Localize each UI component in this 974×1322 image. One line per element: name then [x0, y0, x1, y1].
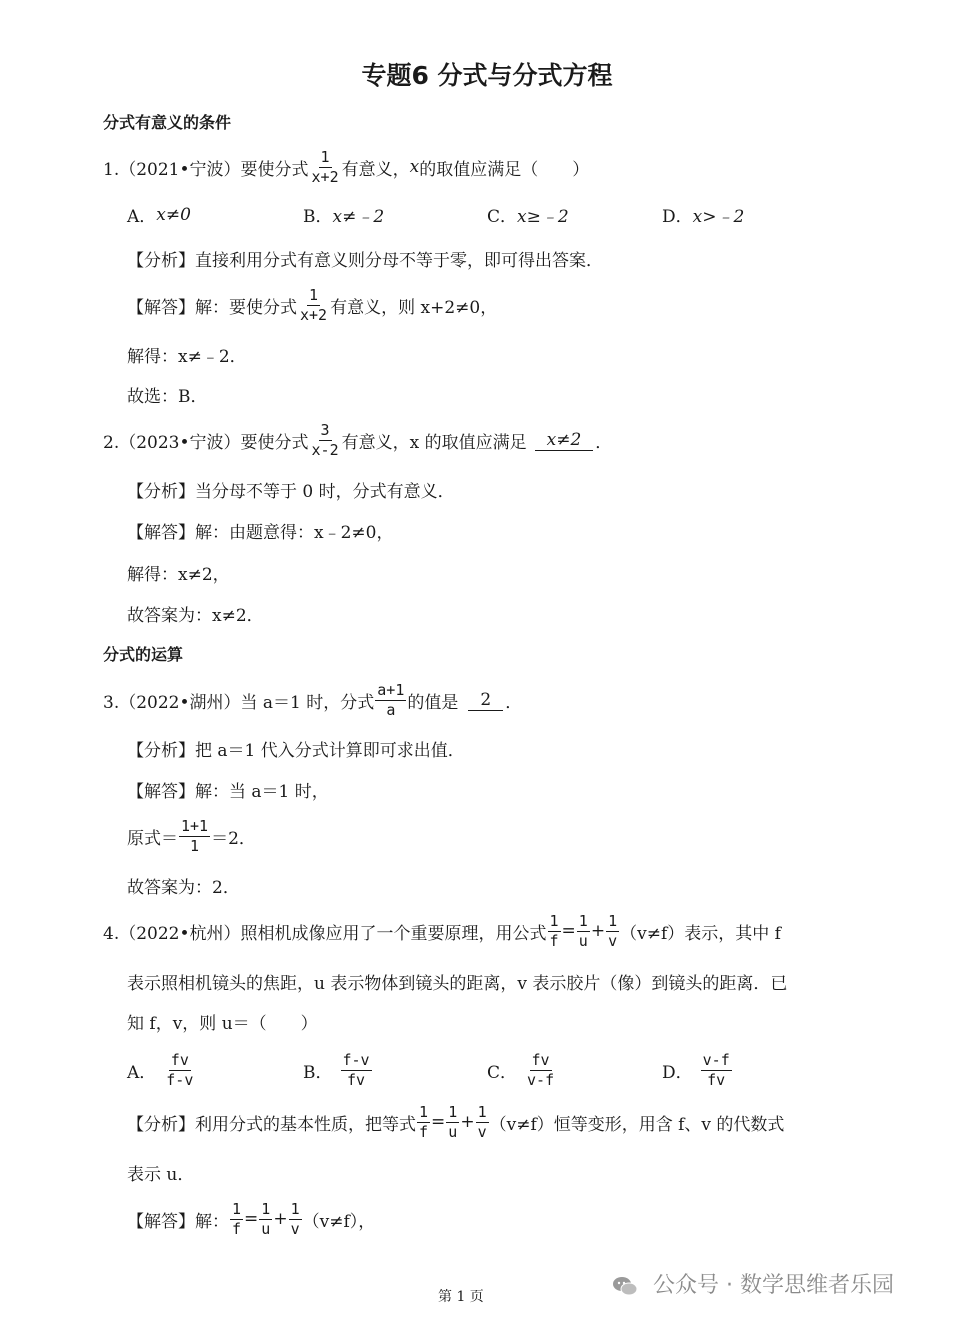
- q4-option-b-fraction: [341, 1052, 372, 1089]
- q3-solution: 【解答】解：当 a＝1 时，: [127, 781, 329, 802]
- q4-analysis-frac-f-den: f: [419, 1122, 429, 1141]
- q4-formula-frac-v: [606, 913, 619, 950]
- q1-option-c-text: x≥﹣2: [517, 207, 569, 227]
- q3-answer-blank: 2: [468, 690, 503, 711]
- q4-stem-pre: 4.（2022•杭州）照相机成像应用了一个重要原理，用公式: [103, 923, 547, 944]
- q3-fraction-den: a: [386, 700, 396, 719]
- q4-solution-frac-f-num: 1: [232, 1199, 242, 1218]
- q1-option-b-text: x≠﹣2: [332, 207, 385, 227]
- q4-option-c: [487, 1052, 557, 1089]
- q1-fraction-den: x+2: [311, 167, 339, 186]
- q2-stem-end: ．: [595, 432, 613, 453]
- q4-option-a-label: A．: [127, 1063, 157, 1083]
- q4-option-c-num: fv: [531, 1051, 550, 1069]
- q4-analysis-frac-f: [417, 1104, 430, 1141]
- q1-option-c-label: C．: [487, 207, 518, 227]
- q2-step-2: 故答案为：x≠2．: [127, 605, 264, 626]
- q4-solution-frac-u: [259, 1201, 272, 1238]
- q4-analysis-frac-u-den: u: [448, 1122, 458, 1141]
- q4-formula-frac-u-num: 1: [578, 911, 588, 930]
- q3-calculation: [127, 816, 256, 855]
- q2-fraction: [310, 422, 341, 459]
- q4-option-d: [662, 1052, 733, 1089]
- q2-analysis: 【分析】当分母不等于 0 时，分式有意义．: [127, 481, 455, 502]
- q1-solution-fraction: [298, 287, 329, 324]
- q3-fraction: [375, 682, 406, 719]
- q4-option-c-den: v-f: [527, 1071, 555, 1089]
- q2-fraction-den: x-2: [311, 440, 339, 459]
- q1-stem-post: 有意义，: [341, 159, 410, 180]
- q4-option-d-fraction: [701, 1052, 732, 1089]
- q1-stem-post2: 的取值应满足（ ）: [419, 159, 590, 180]
- q1-var: x: [409, 157, 420, 177]
- q4-solution: [127, 1199, 376, 1238]
- q4-analysis-pre: 【分析】利用分式的基本性质，把等式: [127, 1114, 416, 1135]
- q3-calc-post: ＝2．: [211, 828, 256, 849]
- q4-analysis-frac-u-num: 1: [448, 1102, 458, 1121]
- q4-analysis-eq: =: [431, 1112, 446, 1132]
- q4-formula-frac-f-num: 1: [549, 911, 559, 930]
- q4-option-d-num: v-f: [702, 1051, 730, 1069]
- q1-option-d-label: D．: [662, 207, 693, 227]
- q4-solution-frac-f-den: f: [232, 1219, 242, 1238]
- q4-formula-frac-v-num: 1: [608, 911, 618, 930]
- q4-option-a-num: fv: [170, 1051, 189, 1069]
- q4-solution-frac-v-den: v: [290, 1219, 300, 1238]
- q4-option-a-den: f-v: [166, 1071, 194, 1089]
- q4-solution-frac-f: [230, 1201, 243, 1238]
- q4-stem-line-2: 表示照相机镜头的焦距，u 表示物体到镜头的距离，v 表示胶片（像）到镜头的距离．已: [127, 973, 788, 994]
- q4-analysis: [127, 1102, 785, 1141]
- q3-calc-fraction-num: 1+1: [181, 816, 209, 835]
- question-2-stem: [103, 420, 613, 459]
- q2-step-1: 解得：x≠2，: [127, 564, 230, 585]
- q3-stem-post: 的值是: [407, 692, 459, 713]
- page-title: 专题6 分式与分式方程: [361, 61, 613, 90]
- q4-solution-pre: 【解答】解：: [127, 1211, 229, 1232]
- q4-option-b-den: fv: [347, 1071, 366, 1089]
- q2-answer-blank: x≠2: [535, 430, 594, 451]
- q4-analysis-post: （v≠f）恒等变形，用含 f、v 的代数式: [489, 1114, 785, 1135]
- q2-fraction-num: 3: [320, 420, 330, 439]
- page-number: 第 1 页: [438, 1289, 484, 1305]
- question-4-stem: [103, 911, 781, 950]
- q3-analysis: 【分析】把 a＝1 代入分式计算即可求出值．: [127, 740, 465, 761]
- watermark: [612, 1268, 894, 1299]
- q2-stem-post: 有意义，x 的取值应满足: [341, 432, 527, 453]
- section-heading-meaningful: 分式有意义的条件: [103, 112, 232, 132]
- q4-solution-frac-u-den: u: [261, 1219, 271, 1238]
- q4-formula-frac-f: [548, 913, 561, 950]
- q3-calc-fraction: [179, 818, 210, 855]
- q4-analysis-frac-f-num: 1: [419, 1102, 429, 1121]
- q1-option-a: [127, 202, 191, 227]
- q4-analysis-frac-v-den: v: [477, 1122, 487, 1141]
- q1-step-2: 故选：B．: [127, 386, 208, 407]
- q1-option-d-text: x>﹣2: [692, 207, 745, 227]
- q4-analysis-frac-v: [476, 1104, 489, 1141]
- q4-analysis-frac-u: [446, 1104, 459, 1141]
- q3-stem-end: ．: [505, 692, 523, 713]
- q3-calc-fraction-den: 1: [190, 836, 200, 855]
- q4-stem-line-3: 知 f，v，则 u＝（ ）: [127, 1013, 318, 1034]
- q4-formula-frac-u: [577, 913, 590, 950]
- q4-option-b: [303, 1052, 373, 1089]
- q3-calc-pre: 原式＝: [127, 828, 178, 849]
- q4-solution-frac-v-num: 1: [290, 1199, 300, 1218]
- q1-solution-fraction-num: 1: [309, 285, 319, 304]
- q1-option-c: [487, 202, 569, 227]
- q2-solution: 【解答】解：由题意得：x﹣2≠0，: [127, 522, 394, 543]
- q1-solution: [127, 285, 498, 324]
- q4-solution-frac-u-num: 1: [261, 1199, 271, 1218]
- q1-option-a-text: x≠0: [156, 204, 191, 225]
- q4-stem-cond: （v≠f）表示，其中 f: [620, 923, 781, 944]
- q4-formula-frac-f-den: f: [549, 931, 559, 950]
- q4-option-c-label: C．: [487, 1063, 518, 1083]
- q1-fraction: [310, 149, 341, 186]
- wechat-icon: [612, 1276, 638, 1296]
- q4-option-d-den: fv: [707, 1071, 726, 1089]
- q4-solution-frac-v: [289, 1201, 302, 1238]
- q1-option-b-label: B．: [303, 207, 333, 227]
- q1-analysis: 【分析】直接利用分式有意义则分母不等于零，即可得出答案．: [127, 250, 603, 271]
- q4-option-c-fraction: [525, 1052, 556, 1089]
- q4-solution-post: （v≠f），: [302, 1211, 376, 1232]
- question-1-stem: [103, 147, 590, 186]
- q1-option-b: [303, 202, 384, 227]
- question-3-stem: [103, 680, 523, 719]
- q4-option-a: [127, 1052, 196, 1089]
- q4-formula-eq: =: [561, 921, 576, 941]
- q1-step-1: 解得：x≠﹣2．: [127, 346, 247, 367]
- q4-solution-eq: =: [244, 1209, 259, 1229]
- q1-option-d: [662, 202, 744, 227]
- q4-option-b-num: f-v: [342, 1051, 370, 1069]
- q1-solution-fraction-den: x+2: [300, 305, 328, 324]
- q4-analysis-plus: +: [460, 1112, 475, 1132]
- q1-solution-pre: 【解答】解：要使分式: [127, 297, 297, 318]
- q3-step-2: 故答案为：2．: [127, 877, 240, 898]
- q4-analysis-line-2: 表示 u．: [127, 1164, 195, 1185]
- q3-fraction-num: a+1: [377, 680, 405, 699]
- q4-solution-plus: +: [273, 1209, 288, 1229]
- watermark-text: 公众号 · 数学思维者乐园: [653, 1273, 894, 1298]
- q1-fraction-num: 1: [320, 147, 330, 166]
- q4-option-a-fraction: [164, 1052, 195, 1089]
- q1-stem-pre: 1.（2021•宁波）要使分式: [103, 159, 309, 180]
- q3-stem-pre: 3.（2022•湖州）当 a＝1 时，分式: [103, 692, 375, 713]
- q4-formula-frac-v-den: v: [608, 931, 618, 950]
- q2-stem-pre: 2.（2023•宁波）要使分式: [103, 432, 309, 453]
- q1-option-a-label: A．: [127, 207, 157, 227]
- q4-analysis-frac-v-num: 1: [477, 1102, 487, 1121]
- q4-option-d-label: D．: [662, 1063, 693, 1083]
- q1-solution-post: 有意义，则 x+2≠0，: [330, 297, 498, 318]
- q4-formula-plus: +: [590, 921, 606, 941]
- q4-formula-frac-u-den: u: [578, 931, 588, 950]
- q4-option-b-label: B．: [303, 1063, 333, 1083]
- section-heading-operations: 分式的运算: [103, 644, 184, 664]
